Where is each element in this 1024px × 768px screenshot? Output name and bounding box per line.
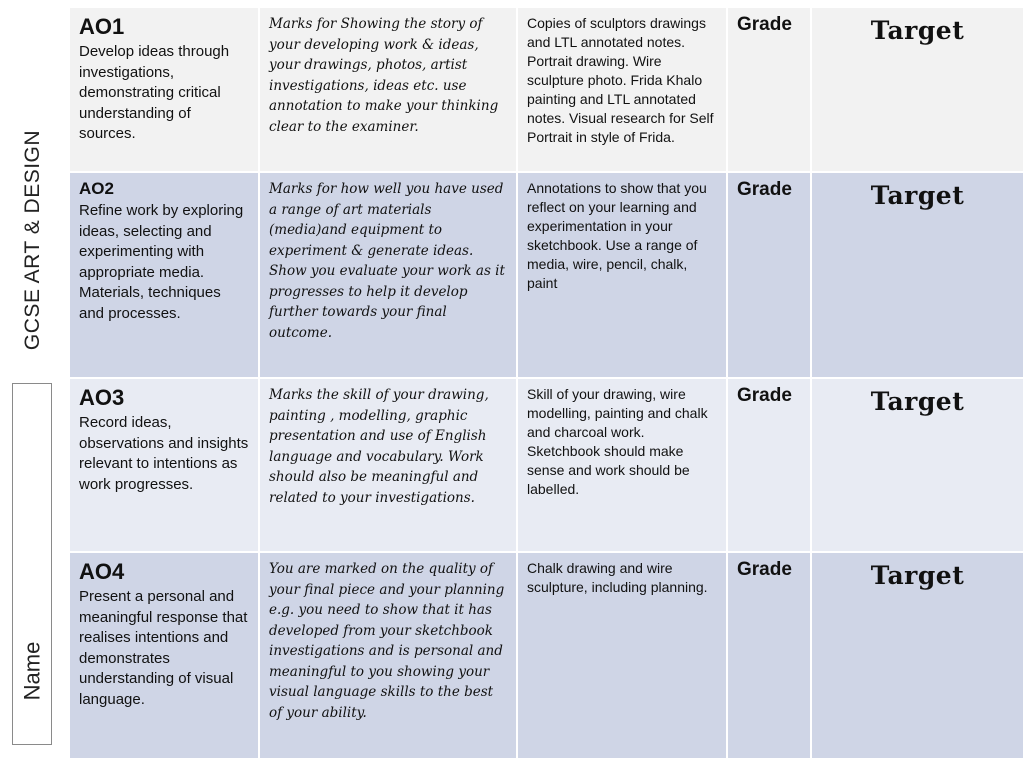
evidence-text: Skill of your drawing, wire modelling, painting and chalk and charcoal work. Sketchbook should make sense and work should be labelled. [517,378,727,552]
side-title-text: GCSE ART & DESIGN [21,129,44,351]
ao-description: Refine work by exploring ideas, selecting and experimenting with appropriate media. Materials, techniques and processes. [79,202,244,322]
marks-description: Marks for how well you have used a range of art materials (media)and equipment to experiment & generate ideas. Show you evaluate your work as it progresses to help it develop further towards your final outcome. [259,172,517,378]
marks-description: You are marked on the quality of your final piece and your planning e.g. you need to show that it has developed from your sketchbook investigations and is personal and meaningful to you showing your visual language skills to the best of your ability. [259,552,517,759]
name-field[interactable] [12,383,52,745]
evidence-text: Copies of sculptors drawings and LTL annotated notes. Portrait drawing. Wire sculpture photo. Frida Khalo painting and LTL annotated notes. Visual research for Self Portrait in style of Frida. [517,7,727,172]
ao-description: Record ideas, observations and insights relevant to intentions as work progresses. [79,414,249,493]
target-cell[interactable]: Target [811,378,1024,552]
side-title [4,120,62,360]
table-row [69,7,1024,172]
grade-cell[interactable]: Grade [727,172,811,378]
ao-description: Develop ideas through investigations, demonstrating critical understanding of sources. [79,43,230,142]
target-cell[interactable]: Target [811,552,1024,759]
objective-cell [69,378,259,552]
target-cell[interactable]: Target [811,7,1024,172]
evidence-text: Chalk drawing and wire sculpture, including planning. [517,552,727,759]
ao-description: Present a personal and meaningful response that realises intentions and demonstrates understanding of visual language. [79,588,248,708]
ao-title: AO3 [79,385,125,410]
name-label: Name [19,641,44,701]
grade-cell[interactable]: Grade [727,552,811,759]
ao-title: AO2 [79,179,114,198]
table-row [69,172,1024,378]
objective-cell [69,552,259,759]
marks-description: Marks for Showing the story of your developing work & ideas, your drawings, photos, artist investigations, ideas etc. use annotation to make your thinking clear to the examiner. [259,7,517,172]
grade-cell[interactable]: Grade [727,7,811,172]
evidence-text: Annotations to show that you reflect on your learning and experimentation in your sketchbook. Use a range of media, wire, pencil, chalk, paint [517,172,727,378]
table-row [69,378,1024,552]
table-row [69,552,1024,759]
assessment-table [68,6,1024,760]
ao-title: AO1 [79,14,125,39]
target-cell[interactable]: Target [811,172,1024,378]
marks-description: Marks the skill of your drawing, painting , modelling, graphic presentation and use of English language and vocabulary. Work should also be meaningful and related to your investigations. [259,378,517,552]
objective-cell [69,7,259,172]
objective-cell [69,172,259,378]
ao-title: AO4 [79,559,125,584]
grade-cell[interactable]: Grade [727,378,811,552]
